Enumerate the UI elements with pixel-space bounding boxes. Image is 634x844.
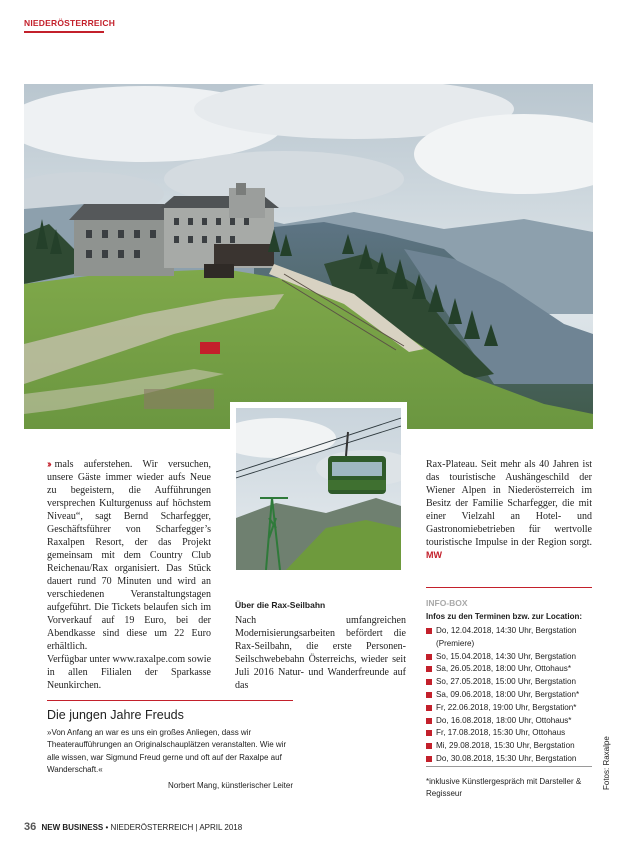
article-column-3 [426,458,592,562]
footnote-rule [426,766,592,767]
section-rule [24,31,104,33]
bullet-square-icon [426,654,432,660]
info-box-subtitle: Infos zu den Terminen bzw. zur Location: [426,612,582,621]
cable-car-photo [230,402,407,576]
article-text-col2: Nach umfangreichen Modernisierungsarbeiten befördert die Rax-Seilbahn, die erste Personen-Seilschwebebahn Österreichs, wieder seit Juli 2016 Natur- und Wanderfreunde auf das [235,615,406,691]
article-column-1 [47,458,211,692]
footer-issue: APRIL 2018 [199,823,243,832]
section-label: NIEDERÖSTERREICH [24,18,116,28]
article-text-col3: Rax-Plateau. Seit mehr als 40 Jahren ist das touristische Aushängeschild der Wiener Alpen in Niederösterreich im Besitz der Familie Scharfegger, die mit einer Vielzahl an Hotel- und Gastronomiebetrieben für wertvolle touristische Impulse in der Region sorgt. [426,459,592,548]
bullet-square-icon [426,718,432,724]
info-box-rule [426,587,592,588]
bullet-square-icon [426,705,432,711]
footer-separator: • [105,823,111,832]
bullet-square-icon [426,666,432,672]
event-date-item: Do, 30.08.2018, 15:30 Uhr, Bergstation [426,753,596,766]
event-date-item: Sa, 09.06.2018, 18:00 Uhr, Bergstation* [426,689,596,702]
info-box-title: INFO-BOX [426,598,468,608]
magazine-brand: NEW BUSINESS [41,823,104,832]
bullet-square-icon [426,743,432,749]
info-box-footnote: *inklusive Künstlergespräch mit Darsteller & Regisseur [426,777,582,798]
bullet-square-icon [426,756,432,762]
author-signature: MW [426,550,442,560]
event-date-item: So, 15.04.2018, 14:30 Uhr, Bergstation [426,651,596,664]
cable-car-subheading: Über die Rax-Seilbahn [235,600,326,610]
event-date-item: Fr, 22.06.2018, 19:00 Uhr, Bergstation* [426,702,596,715]
event-date-item: So, 27.05.2018, 15:00 Uhr, Bergstation [426,676,596,689]
event-date-item: Do, 12.04.2018, 14:30 Uhr, Bergstation [426,625,596,638]
event-date-item: (Premiere) [436,638,475,648]
event-date-item: Sa, 26.05.2018, 18:00 Uhr, Ottohaus* [426,663,596,676]
quote-box-title: Die jungen Jahre Freuds [47,708,184,722]
continuation-arrow-icon: ›› [47,459,50,470]
article-column-2 [235,599,406,692]
quote-box-rule [47,700,293,701]
event-date-item: Fr, 17.08.2018, 15:30 Uhr, Ottohaus [426,727,596,740]
article-text-col1: mals auferstehen. Wir versuchen, unsere Gäste immer wieder aufs Neue zu begeistern, die Aufführungen versprechen Kulturgenuss auf höchstem Niveau“, sagt Bernd Scharfegger, Geschäftsführer von Scharfegger’s Raxalpen Resort, der das Projekt gemeinsam mit dem Country Club Reichenau/Rax organisiert. Das Stück dauert rund 70 Minuten und wird an verschiedenen Veranstaltungstagen aufgeführt. Die Tickets belaufen sich im Vorverkauf auf 19 Euro, bei der Abendkasse sind diese um 22 Euro erhältlich. [47,459,211,652]
event-dates-list [426,625,596,766]
page-footer [24,821,242,833]
bullet-square-icon [426,628,432,634]
photo-credit: Fotos: Raxalpe [602,736,611,790]
page-number: 36 [24,821,37,833]
bullet-square-icon [426,730,432,736]
hero-photo [24,84,593,429]
bullet-square-icon [426,692,432,698]
footer-section: NIEDERÖSTERREICH [110,823,194,832]
event-date-item: Do, 16.08.2018, 18:00 Uhr, Ottohaus* [426,715,596,728]
bullet-square-icon [426,679,432,685]
quote-box-text: »Von Anfang an war es uns ein großes Anliegen, dass wir Theateraufführungen an Originalschauplätzen veranstalten. Wie wir alle wissen, war Sigmund Freud gerne und oft auf der Raxalpe auf Wanderschaft.« [47,728,287,774]
event-date-item: Mi, 29.08.2018, 15:30 Uhr, Bergstation [426,740,596,753]
footer-separator: | [195,823,200,832]
article-text-col1-availability: Verfügbar unter www.raxalpe.com sowie in allen Filialen der Sparkasse Neunkirchen. [47,654,212,691]
quote-box-author: Norbert Mang, künstlerischer Leiter [168,781,293,790]
